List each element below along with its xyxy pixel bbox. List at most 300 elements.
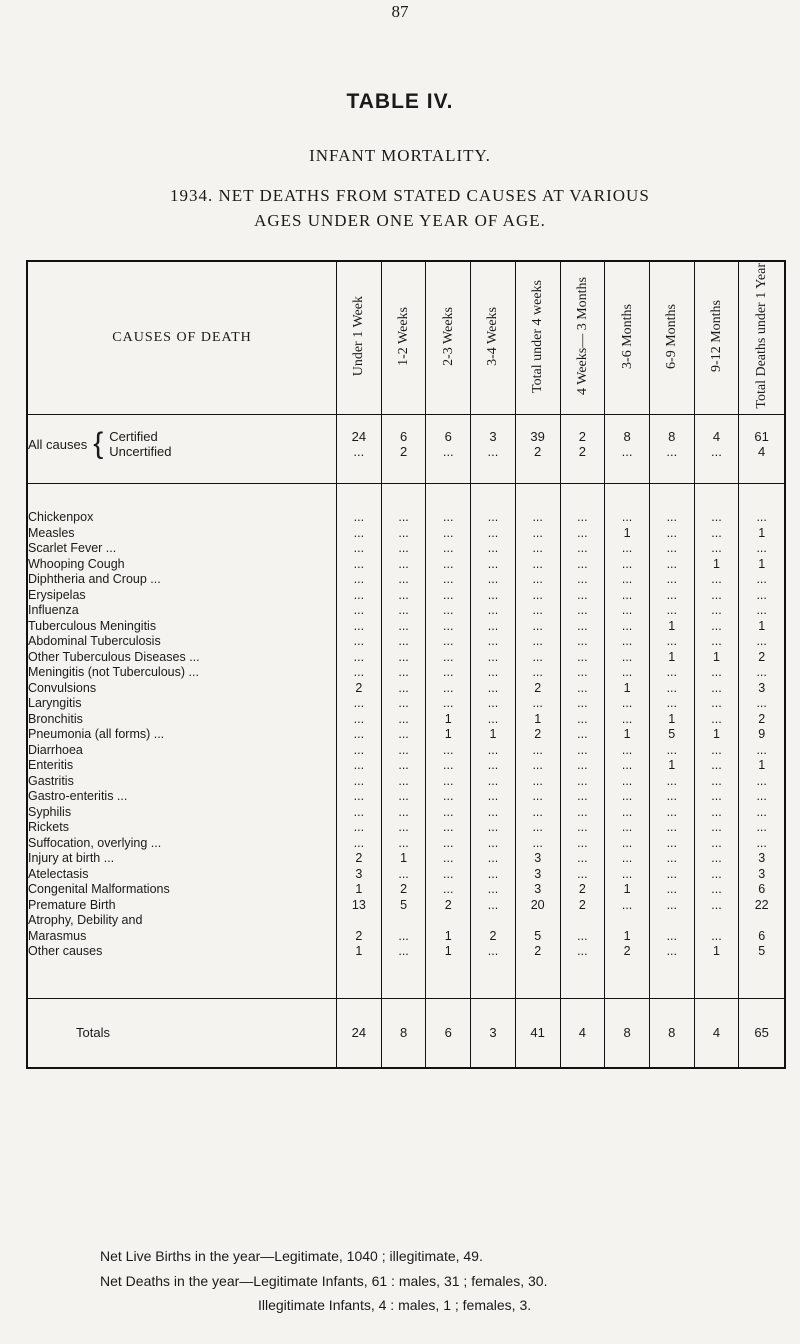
page-number: 87: [391, 2, 409, 21]
cell-value: 6: [399, 429, 408, 444]
cell-value: ...: [337, 789, 382, 805]
table-row: [27, 526, 785, 542]
cell-value: 1: [649, 619, 694, 635]
table-row: [27, 820, 785, 836]
cell-value: ...: [605, 603, 650, 619]
cell-value: 6: [739, 929, 785, 945]
cell-value: ...: [649, 572, 694, 588]
cell-value: ...: [649, 789, 694, 805]
all-causes-value-cell: [381, 415, 426, 484]
cell-value: ...: [381, 696, 426, 712]
cell-value: ...: [605, 789, 650, 805]
cell-value: ...: [560, 557, 605, 573]
spacer-row: [27, 484, 785, 511]
cell-value: ...: [605, 805, 650, 821]
cell-value: ...: [694, 572, 739, 588]
cell-value: 1: [694, 650, 739, 666]
cell-value: ...: [426, 681, 471, 697]
cell-value: ...: [560, 526, 605, 542]
cell-value: ...: [649, 882, 694, 898]
cell-value: ...: [471, 526, 516, 542]
cell-value: ...: [649, 851, 694, 867]
cell-value: ...: [471, 634, 516, 650]
cell-value: ...: [471, 743, 516, 759]
cell-value: ...: [471, 851, 516, 867]
cell-value: ...: [649, 867, 694, 883]
cell-value: ...: [381, 510, 426, 526]
cell-value: 2: [515, 944, 560, 960]
cell-value: ...: [560, 650, 605, 666]
cell-value: ...: [694, 588, 739, 604]
cause-label: Enteritis: [28, 758, 74, 772]
cell-value: ...: [605, 867, 650, 883]
cell-value: 1: [739, 526, 785, 542]
cell-value: ...: [560, 541, 605, 557]
cell-value: ...: [694, 898, 739, 914]
cell-value: 4: [712, 429, 721, 444]
header-row: [27, 261, 785, 415]
all-causes-value-cell: [426, 415, 471, 484]
cell-value: ...: [739, 634, 785, 650]
column-header-label: Total under 4 weeks: [530, 279, 546, 393]
cell-value: ...: [515, 541, 560, 557]
cell-value: ...: [471, 541, 516, 557]
cell-value: 3: [337, 867, 382, 883]
cell-value: ...: [426, 867, 471, 883]
cause-label: Measles: [28, 525, 75, 540]
note-births: Net Live Births in the year—Legitimate, 1040 ; illegitimate, 49.: [100, 1248, 483, 1264]
total-value: 4: [560, 998, 605, 1068]
cell-value: ...: [426, 526, 471, 542]
cell-value: ...: [337, 712, 382, 728]
cause-label: Pneumonia (all forms) ...: [28, 727, 165, 741]
cell-value: ...: [337, 526, 382, 542]
cell-value: ...: [694, 743, 739, 759]
total-value: 41: [515, 998, 560, 1068]
cell-value: ...: [337, 727, 382, 743]
cell-value: 61: [754, 429, 769, 444]
cell-value: 2: [381, 882, 426, 898]
cause-label: Suffocation, overlying ...: [28, 835, 162, 850]
spacer-cell: [739, 960, 785, 999]
cell-value: ...: [515, 743, 560, 759]
all-causes-cell: [27, 415, 337, 484]
all-causes-value-cell: [560, 415, 605, 484]
cell-value: ...: [426, 743, 471, 759]
cell-value: 3: [489, 429, 497, 444]
cell-value: 22: [739, 898, 785, 914]
cell-value: ...: [381, 634, 426, 650]
column-header: [605, 261, 650, 415]
cell-value: ...: [353, 444, 365, 459]
column-header: [739, 261, 785, 415]
cell-value: ...: [649, 541, 694, 557]
cause-label: Meningitis (not Tuberculous) ...: [28, 665, 199, 679]
cell-value: ...: [381, 665, 426, 681]
table-row: [27, 851, 785, 867]
cell-value: ...: [515, 696, 560, 712]
table-row: [27, 774, 785, 790]
cell-value: ...: [605, 634, 650, 650]
cell-value: ...: [649, 929, 694, 945]
cell-value: ...: [694, 836, 739, 852]
cell-value: ...: [739, 665, 785, 681]
cell-value: [337, 913, 382, 929]
cause-label: Marasmus: [28, 928, 87, 943]
cell-value: ...: [381, 743, 426, 759]
cell-value: 1: [426, 944, 471, 960]
cell-value: ...: [426, 774, 471, 790]
note-deaths: Net Deaths in the year—Legitimate Infants, 61 : males, 31 ; females, 30.: [100, 1273, 548, 1289]
cell-value: ...: [426, 588, 471, 604]
cell-value: [649, 913, 694, 929]
cell-value: ...: [381, 603, 426, 619]
cell-value: ...: [560, 944, 605, 960]
cell-value: 3: [739, 867, 785, 883]
cell-value: ...: [426, 758, 471, 774]
cell-value: ...: [621, 444, 633, 459]
table-row: [27, 898, 785, 914]
table-row: [27, 712, 785, 728]
cell-value: ...: [515, 603, 560, 619]
cell-value: ...: [471, 820, 516, 836]
cell-value: 2: [534, 444, 542, 459]
cell-value: ...: [694, 789, 739, 805]
total-value: 4: [694, 998, 739, 1068]
column-header: [381, 261, 426, 415]
cell-value: 1: [694, 557, 739, 573]
cell-value: [381, 913, 426, 929]
spacer-cell: [337, 484, 382, 511]
cell-value: 1: [381, 851, 426, 867]
cell-value: ...: [694, 820, 739, 836]
spacer-cell: [426, 484, 471, 511]
cell-value: ...: [381, 681, 426, 697]
cell-value: ...: [426, 619, 471, 635]
table-row: [27, 603, 785, 619]
cell-value: 3: [739, 851, 785, 867]
totals-row: [27, 998, 785, 1068]
cell-value: 8: [668, 429, 676, 444]
cause-label: Influenza: [28, 603, 79, 617]
table-row: [27, 665, 785, 681]
spacer-cell: [471, 484, 516, 511]
mortality-table: [26, 260, 786, 1069]
cell-value: ...: [560, 758, 605, 774]
cell-value: 1: [605, 727, 650, 743]
cell-value: ...: [560, 820, 605, 836]
cell-value: ...: [515, 758, 560, 774]
cell-value: 2: [426, 898, 471, 914]
cell-value: 2: [337, 929, 382, 945]
cell-value: 2: [471, 929, 516, 945]
cell-value: ...: [442, 444, 454, 459]
cell-value: [515, 913, 560, 929]
note-illegitimate: Illegitimate Infants, 4 : males, 1 ; females, 3.: [258, 1297, 532, 1313]
cell-value: ...: [381, 526, 426, 542]
cell-value: ...: [471, 588, 516, 604]
cell-value: 6: [444, 429, 452, 444]
cell-value: 5: [515, 929, 560, 945]
cause-label: Laryngitis: [28, 696, 82, 710]
cell-value: ...: [337, 510, 382, 526]
cell-value: ...: [649, 944, 694, 960]
cell-value: ...: [560, 789, 605, 805]
cell-value: ...: [649, 603, 694, 619]
table-row: [27, 541, 785, 557]
cell-value: ...: [515, 526, 560, 542]
table-row: [27, 510, 785, 526]
column-header-label: Total Deaths under 1 Year: [754, 263, 770, 409]
cell-value: ...: [337, 836, 382, 852]
column-header: [649, 261, 694, 415]
cell-value: ...: [426, 557, 471, 573]
table-row: [27, 557, 785, 573]
cell-value: ...: [381, 820, 426, 836]
cell-value: ...: [515, 789, 560, 805]
cell-value: ...: [381, 758, 426, 774]
total-value: 24: [337, 998, 382, 1068]
cell-value: 2: [337, 681, 382, 697]
cell-value: ...: [381, 557, 426, 573]
all-causes-value-cell: [649, 415, 694, 484]
cell-value: ...: [560, 727, 605, 743]
cell-value: 1: [605, 929, 650, 945]
spacer-cell: [694, 484, 739, 511]
spacer-cell: [515, 484, 560, 511]
cell-value: ...: [739, 805, 785, 821]
cell-value: ...: [694, 541, 739, 557]
cell-value: ...: [649, 634, 694, 650]
cell-value: ...: [560, 619, 605, 635]
cell-value: ...: [337, 650, 382, 666]
cell-value: ...: [694, 712, 739, 728]
cell-value: ...: [560, 851, 605, 867]
cause-label: Congenital Malformations: [28, 882, 170, 896]
cell-value: [560, 913, 605, 929]
cell-value: 2: [578, 444, 586, 459]
cell-value: ...: [426, 882, 471, 898]
cell-value: 1: [605, 526, 650, 542]
cell-value: ...: [649, 898, 694, 914]
cell-value: 2: [578, 429, 586, 444]
cause-label: Syphilis: [28, 804, 72, 819]
cell-value: ...: [471, 665, 516, 681]
cell-value: 4: [758, 444, 766, 459]
cell-value: ...: [560, 836, 605, 852]
total-value: 65: [739, 998, 785, 1068]
cell-value: ...: [515, 588, 560, 604]
cell-value: ...: [337, 619, 382, 635]
table-row: [27, 727, 785, 743]
cell-value: ...: [605, 541, 650, 557]
cell-value: ...: [605, 743, 650, 759]
cell-value: ...: [381, 944, 426, 960]
cell-value: ...: [471, 650, 516, 666]
cell-value: ...: [649, 665, 694, 681]
cell-value: ...: [605, 557, 650, 573]
cell-value: ...: [560, 588, 605, 604]
cell-value: ...: [605, 712, 650, 728]
cell-value: ...: [560, 805, 605, 821]
cell-value: ...: [649, 681, 694, 697]
cell-value: ...: [515, 510, 560, 526]
cell-value: ...: [471, 805, 516, 821]
cell-value: ...: [515, 820, 560, 836]
spacer-cell: [27, 960, 337, 999]
certified-label: Certified: [109, 429, 158, 444]
cause-label: Injury at birth ...: [28, 851, 115, 865]
cell-value: ...: [426, 650, 471, 666]
table-row: [27, 634, 785, 650]
column-header-label: 3-6 Months: [619, 303, 635, 369]
cell-value: 13: [337, 898, 382, 914]
cause-label: Abdominal Tuberculosis: [28, 634, 161, 648]
cell-value: ...: [605, 758, 650, 774]
cause-label: Gastro-enteritis ...: [28, 789, 128, 803]
cell-value: ...: [515, 805, 560, 821]
cause-label: Premature Birth: [28, 897, 116, 912]
cell-value: ...: [426, 805, 471, 821]
cell-value: ...: [739, 743, 785, 759]
cell-value: ...: [560, 603, 605, 619]
cell-value: ...: [487, 444, 499, 459]
cell-value: 1: [426, 929, 471, 945]
cell-value: ...: [426, 541, 471, 557]
all-causes-value-cell: [694, 415, 739, 484]
cell-value: ...: [426, 634, 471, 650]
cell-value: ...: [739, 541, 785, 557]
cell-value: ...: [560, 510, 605, 526]
spacer-cell: [694, 960, 739, 999]
cell-value: ...: [605, 851, 650, 867]
cell-value: 24: [351, 429, 367, 444]
cell-value: ...: [694, 882, 739, 898]
cell-value: 3: [739, 681, 785, 697]
cell-value: ...: [381, 541, 426, 557]
cause-label: Scarlet Fever ...: [28, 541, 117, 555]
cell-value: ...: [649, 510, 694, 526]
cell-value: ...: [739, 836, 785, 852]
table-heading-line2: AGES UNDER ONE YEAR OF AGE.: [254, 211, 546, 230]
cell-value: ...: [471, 619, 516, 635]
all-causes-value-cell: [739, 415, 785, 484]
cell-value: ...: [649, 820, 694, 836]
cell-value: ...: [337, 820, 382, 836]
table-row: [27, 836, 785, 852]
totals-label: Totals: [76, 1025, 110, 1040]
spacer-cell: [381, 960, 426, 999]
cell-value: 1: [739, 557, 785, 573]
cell-value: ...: [337, 557, 382, 573]
table-row: [27, 882, 785, 898]
column-header: [471, 261, 516, 415]
cell-value: 1: [471, 727, 516, 743]
spacer-cell: [605, 484, 650, 511]
cell-value: ...: [739, 820, 785, 836]
cell-value: 1: [426, 712, 471, 728]
cell-value: ...: [337, 603, 382, 619]
cell-value: ...: [381, 727, 426, 743]
cell-value: ...: [694, 774, 739, 790]
cell-value: ...: [515, 619, 560, 635]
cell-value: ...: [666, 444, 678, 459]
total-value: 8: [605, 998, 650, 1068]
cell-value: ...: [649, 774, 694, 790]
cell-value: 2: [605, 944, 650, 960]
cell-value: 5: [381, 898, 426, 914]
cell-value: ...: [426, 603, 471, 619]
cell-value: 1: [605, 681, 650, 697]
cell-value: ...: [337, 696, 382, 712]
cell-value: ...: [381, 836, 426, 852]
total-value: 8: [381, 998, 426, 1068]
table-row: [27, 619, 785, 635]
cell-value: ...: [337, 774, 382, 790]
cause-label: Atrophy, Debility and: [28, 913, 143, 927]
cell-value: ...: [605, 572, 650, 588]
column-header-label: 9-12 Months: [708, 300, 724, 372]
cause-label: Erysipelas: [28, 587, 86, 602]
cell-value: ...: [337, 665, 382, 681]
all-causes-value-cell: [515, 415, 560, 484]
cell-value: 1: [515, 712, 560, 728]
brace-icon: {: [93, 427, 104, 460]
table-row: [27, 913, 785, 929]
column-header-label: 2-3 Weeks: [440, 306, 456, 366]
cell-value: ...: [739, 510, 785, 526]
causes-header: CAUSES OF DEATH: [27, 261, 337, 415]
cell-value: ...: [381, 789, 426, 805]
cell-value: ...: [560, 681, 605, 697]
cause-label: Rickets: [28, 820, 69, 834]
cell-value: ...: [605, 898, 650, 914]
column-header-label: 3-4 Weeks: [485, 306, 501, 366]
cell-value: 6: [739, 882, 785, 898]
cell-value: 20: [515, 898, 560, 914]
cell-value: ...: [560, 665, 605, 681]
cell-value: 2: [560, 882, 605, 898]
table-row: [27, 743, 785, 759]
cell-value: ...: [471, 758, 516, 774]
total-value: 8: [649, 998, 694, 1068]
cell-value: ...: [515, 836, 560, 852]
cell-value: ...: [337, 805, 382, 821]
cell-value: ...: [471, 572, 516, 588]
cause-label: Diarrhoea: [28, 742, 83, 757]
column-header-label: Under 1 Week: [351, 295, 367, 377]
cell-value: ...: [471, 882, 516, 898]
cell-value: 3: [515, 867, 560, 883]
cell-value: 1: [739, 619, 785, 635]
total-value: 3: [471, 998, 516, 1068]
cell-value: ...: [649, 836, 694, 852]
cell-value: ...: [426, 572, 471, 588]
cell-value: ...: [694, 929, 739, 945]
cell-value: 3: [515, 851, 560, 867]
cell-value: ...: [337, 743, 382, 759]
cell-value: ...: [605, 774, 650, 790]
cell-value: ...: [426, 510, 471, 526]
spacer-cell: [605, 960, 650, 999]
cell-value: [426, 913, 471, 929]
cell-value: ...: [605, 650, 650, 666]
cell-value: ...: [694, 603, 739, 619]
cell-value: ...: [381, 650, 426, 666]
cell-value: ...: [337, 541, 382, 557]
cause-label: Chickenpox: [28, 510, 94, 524]
cell-value: ...: [649, 696, 694, 712]
